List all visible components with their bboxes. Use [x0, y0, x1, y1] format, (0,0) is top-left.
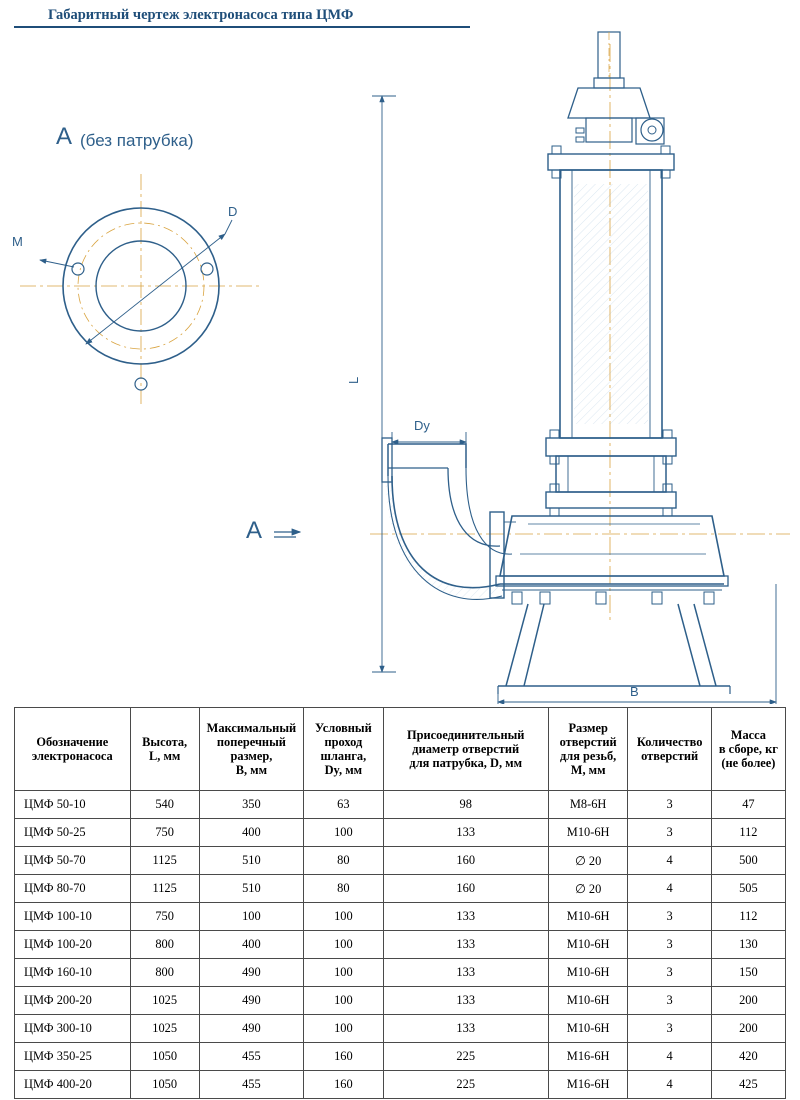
cell-value: 1050	[130, 1043, 199, 1071]
table-row	[15, 1071, 786, 1099]
cell-value: 100	[304, 959, 384, 987]
cell-designation: ЦМФ 100-20	[15, 931, 131, 959]
table-row	[15, 959, 786, 987]
cell-value: М10-6Н	[548, 931, 628, 959]
cell-value: 420	[711, 1043, 785, 1071]
cell-value: 200	[711, 1015, 785, 1043]
cell-value: 100	[199, 903, 303, 931]
cell-value: 3	[628, 987, 711, 1015]
th-hose-bore-line2: проход	[324, 735, 363, 749]
th-hole-diameter-line3: для патрубка, D, мм	[409, 756, 523, 770]
cell-value: 47	[711, 791, 785, 819]
cell-value: 160	[383, 847, 548, 875]
cell-value: 505	[711, 875, 785, 903]
view-label-a: A	[56, 123, 73, 150]
section-marker-label: A	[246, 517, 263, 544]
th-thread-size-line4: M, мм	[570, 763, 606, 777]
cell-value: 4	[628, 1071, 711, 1099]
table-body	[15, 791, 786, 1099]
specification-table	[14, 707, 786, 1099]
cell-value: 100	[304, 819, 384, 847]
label-nozzle-dy: Dy	[414, 418, 430, 433]
cell-value: М10-6Н	[548, 987, 628, 1015]
cell-value: 133	[383, 903, 548, 931]
cell-value: 510	[199, 847, 303, 875]
cell-value: 510	[199, 875, 303, 903]
th-hose-bore-line1: Условный	[314, 721, 372, 735]
cell-designation: ЦМФ 80-70	[15, 875, 131, 903]
cell-value: 160	[304, 1071, 384, 1099]
cell-value: 490	[199, 1015, 303, 1043]
th-max-width-line2: поперечный	[216, 735, 286, 749]
table-row	[15, 1043, 786, 1071]
cell-value: М8-6Н	[548, 791, 628, 819]
cell-value: 4	[628, 847, 711, 875]
cell-value: 500	[711, 847, 785, 875]
cell-value: 1025	[130, 987, 199, 1015]
th-mass	[711, 708, 785, 791]
label-bolt-hole-m: M	[12, 234, 23, 249]
cell-value: 1050	[130, 1071, 199, 1099]
cell-value: 100	[304, 1015, 384, 1043]
view-note-without-nozzle: (без патрубка)	[80, 131, 194, 150]
cell-value: 160	[304, 1043, 384, 1071]
cell-value: 1025	[130, 1015, 199, 1043]
cell-value: 455	[199, 1071, 303, 1099]
th-thread-size-line3: для резьб,	[560, 749, 617, 763]
cell-value: 112	[711, 903, 785, 931]
th-hole-diameter-line2: диаметр отверстий	[412, 742, 520, 756]
th-mass-line1: Масса	[730, 728, 767, 742]
cell-value: 400	[199, 931, 303, 959]
label-bolt-circle-d: D	[228, 204, 238, 219]
th-mass-line2: в сборе, кг	[718, 742, 778, 756]
flange-view-a	[20, 174, 262, 404]
cell-value: 133	[383, 1015, 548, 1043]
th-height-line2: L, мм	[148, 749, 181, 763]
th-mass-line3: (не более)	[721, 756, 776, 770]
cell-value: 160	[383, 875, 548, 903]
cell-value: 400	[199, 819, 303, 847]
cell-value: 490	[199, 987, 303, 1015]
th-hose-bore-line3: шланга,	[320, 749, 367, 763]
cell-designation: ЦМФ 50-10	[15, 791, 131, 819]
cell-value: М10-6Н	[548, 903, 628, 931]
section-arrow-a	[246, 517, 300, 544]
cell-value: 80	[304, 875, 384, 903]
cell-designation: ЦМФ 50-25	[15, 819, 131, 847]
cell-value: 130	[711, 931, 785, 959]
table-row	[15, 987, 786, 1015]
pump-outline-drawing	[0, 24, 800, 704]
cell-value: 1125	[130, 875, 199, 903]
th-max-width-line3: размер,	[230, 749, 273, 763]
cell-value: 350	[199, 791, 303, 819]
cell-value: 3	[628, 819, 711, 847]
th-designation	[15, 708, 131, 791]
th-hole-diameter	[383, 708, 548, 791]
cell-designation: ЦМФ 300-10	[15, 1015, 131, 1043]
cell-value: М10-6Н	[548, 819, 628, 847]
table-header	[15, 708, 786, 791]
table-row	[15, 847, 786, 875]
th-hole-count	[628, 708, 711, 791]
cell-value: 133	[383, 931, 548, 959]
cell-value: 490	[199, 959, 303, 987]
cell-value: 63	[304, 791, 384, 819]
table-row	[15, 931, 786, 959]
th-thread-size	[548, 708, 628, 791]
cell-value: 133	[383, 987, 548, 1015]
table-row	[15, 875, 786, 903]
table-row	[15, 1015, 786, 1043]
cell-value: 3	[628, 931, 711, 959]
cell-value: 540	[130, 791, 199, 819]
th-thread-size-line2: отверстий	[559, 735, 617, 749]
cell-value: 133	[383, 959, 548, 987]
cell-designation: ЦМФ 400-20	[15, 1071, 131, 1099]
th-hose-bore	[304, 708, 384, 791]
th-designation-line1: Обозначение	[36, 735, 109, 749]
th-max-width-line4: B, мм	[235, 763, 268, 777]
cell-value: 225	[383, 1071, 548, 1099]
table-row	[15, 819, 786, 847]
table-header-row	[15, 708, 786, 791]
th-hole-count-line1: Количество	[636, 735, 703, 749]
cell-designation: ЦМФ 200-20	[15, 987, 131, 1015]
cell-value: 800	[130, 931, 199, 959]
specification-table-wrap	[14, 707, 786, 1099]
table-row	[15, 903, 786, 931]
th-hole-count-line2: отверстий	[641, 749, 699, 763]
cell-value: ∅ 20	[548, 847, 628, 875]
cell-value: 112	[711, 819, 785, 847]
cell-value: 4	[628, 1043, 711, 1071]
th-height-line1: Высота,	[142, 735, 188, 749]
cell-value: М10-6Н	[548, 959, 628, 987]
cell-designation: ЦМФ 50-70	[15, 847, 131, 875]
cell-value: 3	[628, 903, 711, 931]
technical-drawing	[0, 24, 800, 704]
cell-value: М16-6Н	[548, 1071, 628, 1099]
cell-value: 1125	[130, 847, 199, 875]
th-hole-diameter-line1: Присоединительный	[407, 728, 525, 742]
cell-value: 4	[628, 875, 711, 903]
cell-value: 100	[304, 931, 384, 959]
cell-value: 750	[130, 819, 199, 847]
cell-designation: ЦМФ 160-10	[15, 959, 131, 987]
cell-value: М16-6Н	[548, 1043, 628, 1071]
cell-value: 80	[304, 847, 384, 875]
cell-value: ∅ 20	[548, 875, 628, 903]
th-thread-size-line1: Размер	[568, 721, 608, 735]
cell-value: 98	[383, 791, 548, 819]
th-height	[130, 708, 199, 791]
label-width-b: B	[630, 684, 639, 699]
cell-value: 100	[304, 903, 384, 931]
page-title: Габаритный чертеж электронасоса типа ЦМФ	[48, 7, 354, 23]
cell-value: 3	[628, 959, 711, 987]
th-hose-bore-line4: Dy, мм	[324, 763, 363, 777]
cell-value: 3	[628, 1015, 711, 1043]
cell-value: 425	[711, 1071, 785, 1099]
cell-value: М10-6Н	[548, 1015, 628, 1043]
label-height-l: L	[346, 376, 361, 384]
cell-value: 750	[130, 903, 199, 931]
th-designation-line2: электронасоса	[31, 749, 113, 763]
cell-value: 800	[130, 959, 199, 987]
cell-value: 455	[199, 1043, 303, 1071]
cell-designation: ЦМФ 100-10	[15, 903, 131, 931]
cell-value: 225	[383, 1043, 548, 1071]
pump-elevation-view	[370, 32, 790, 694]
cell-designation: ЦМФ 350-25	[15, 1043, 131, 1071]
cell-value: 3	[628, 791, 711, 819]
cell-value: 100	[304, 987, 384, 1015]
cell-value: 200	[711, 987, 785, 1015]
th-max-width	[199, 708, 303, 791]
cell-value: 133	[383, 819, 548, 847]
cell-value: 150	[711, 959, 785, 987]
th-max-width-line1: Максимальный	[206, 721, 297, 735]
table-row	[15, 791, 786, 819]
